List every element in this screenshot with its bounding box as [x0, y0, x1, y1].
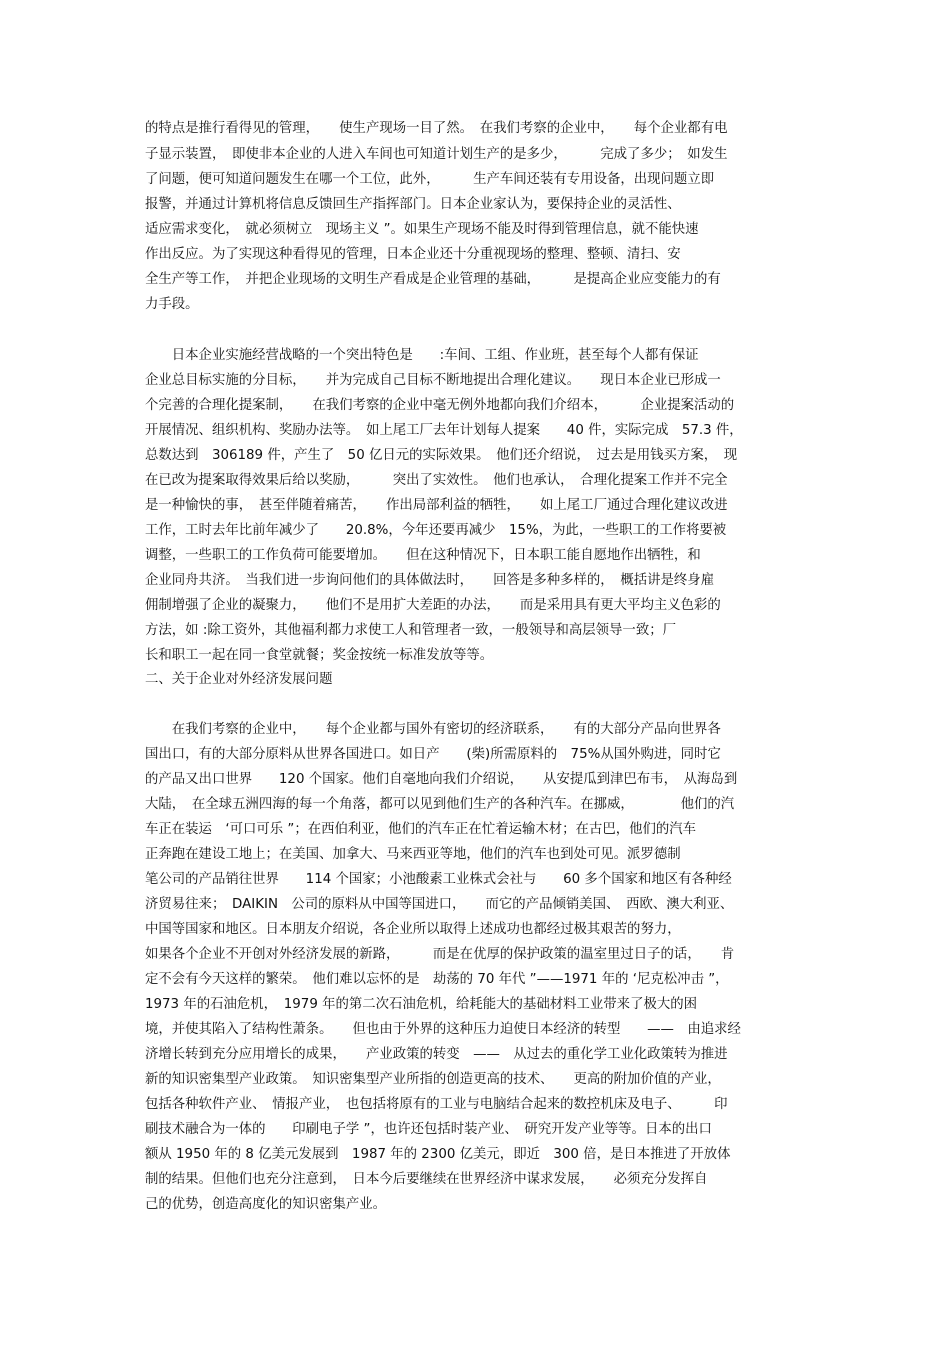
text-line: 佣制增强了企业的凝聚力， 他们不是用扩大差距的办法， 而是采用具有更大平均主义色彩的 — [145, 598, 721, 613]
text-line: 个完善的合理化提案制， 在我们考察的企业中毫无例外地都向我们介绍本， 企业提案活动的 — [145, 398, 735, 413]
text-line: 工作，工时去年比前年减少了 20.8%，今年还要再减少 15%，为此，一些职工的工作将要被 — [145, 523, 727, 538]
text-line: 力手段。 — [145, 297, 199, 312]
text-line: 定不会有今天这样的繁荣。 他们难以忘怀的是 劫荡的 70 年代 ”——1971 年的 ‘尼克松冲击 ”， — [145, 972, 729, 987]
text-line: 济增长转到充分应用增长的成果， 产业政策的转变 —— 从过去的重化学工业化政策转为推进 — [145, 1047, 728, 1062]
text-line: 的特点是推行看得见的管理， 使生产现场一目了然。 在我们考察的企业中， 每个企业都有电 — [145, 121, 728, 136]
text-line: 报警，并通过计算机将信息反馈回生产指挥部门。日本企业家认为，要保持企业的灵活性、 — [145, 197, 681, 212]
text-line: 1973 年的石油危机， 1979 年的第二次石油危机，给耗能大的基础材料工业带来了极大的困 — [145, 997, 698, 1012]
text-line: 中国等国家和地区。日本朋友介绍说，各企业所以取得上述成功也都经过极其艰苦的努力， — [145, 922, 681, 937]
text-line: 子显示装置， 即使非本企业的人进入车间也可知道计划生产的是多少， 完成了多少； 如发生 — [145, 147, 728, 162]
text-line: 正奔跑在建设工地上；在美国、加拿大、马来西亚等地，他们的汽车也到处可见。派罗德制 — [145, 847, 681, 862]
text-line: 制的结果。但他们也充分注意到， 日本今后要继续在世界经济中谋求发展， 必须充分发挥自 — [145, 1172, 708, 1187]
text-line: 企业同舟共济。 当我们进一步询问他们的具体做法时， 回答是多种多样的， 概括讲是终身雇 — [145, 573, 715, 588]
text-line: 总数达到 306189 件，产生了 50 亿日元的实际效果。 他们还介绍说， 过去是用钱买方案， 现 — [145, 448, 738, 463]
text-line: 方法，如 :除工资外，其他福利都力求使工人和管理者一致，一般领导和高层领导一致；厂 — [145, 623, 676, 638]
text-line: 企业总目标实施的分目标， 并为完成自己目标不断地提出合理化建议。 现日本企业已形成一 — [145, 373, 721, 388]
text-line: 己的优势，创造高度化的知识密集产业。 — [145, 1197, 387, 1212]
text-line: 在已改为提案取得效果后给以奖励， 突出了实效性。 他们也承认， 合理化提案工作并不完全 — [145, 473, 728, 488]
text-line: 是一种愉快的事， 甚至伴随着痛苦， 作出局部利益的牺牲， 如上尾工厂通过合理化建议改进 — [145, 498, 728, 513]
text-line: 额从 1950 年的 8 亿美元发展到 1987 年的 2300 亿美元，即近 300 倍，是日本推进了开放体 — [145, 1147, 731, 1162]
text-line: 新的知识密集型产业政策。 知识密集型产业所指的创造更高的技术、 更高的附加价值的产业， — [145, 1072, 721, 1087]
text-line: 包括各种软件产业、 情报产业， 也包括将原有的工业与电脑结合起来的数控机床及电子、 印 — [145, 1097, 728, 1112]
text-line: 济贸易往来； DAIKIN 公司的原料从中国等国进口， 而它的产品倾销美国、 西欧、澳大利亚、 — [145, 897, 734, 912]
text-line: 如果各个企业不开创对外经济发展的新路， 而是在优厚的保护政策的温室里过日子的话， 肯 — [145, 947, 735, 962]
text-line: 笔公司的产品销往世界 114 个国家；小池酸素工业株式会社与 60 多个国家和地区有各种经 — [145, 872, 732, 887]
section-heading: 二、关于企业对外经济发展问题 — [145, 672, 333, 687]
text-line: 全生产等工作， 并把企业现场的文明生产看成是企业管理的基础， 是提高企业应变能力的有 — [145, 272, 721, 287]
text-line: 开展情况、组织机构、奖励办法等。 如上尾工厂去年计划每人提案 40 件，实际完成 57.3 件， — [145, 423, 743, 438]
text-line: 在我们考察的企业中， 每个企业都与国外有密切的经济联系， 有的大部分产品向世界各 — [145, 722, 721, 737]
text-line: 刷技术融合为一体的 印刷电子学 ”，也许还包括时装产业、 研究开发产业等等。日本的出口 — [145, 1122, 712, 1137]
text-line: 的产品又出口世界 120 个国家。他们自毫地向我们介绍说， 从安提瓜到津巴布韦， 从海岛到 — [145, 772, 738, 787]
text-line: 适应需求变化， 就必须树立 现场主义 ”。如果生产现场不能及时得到管理信息，就不能快速 — [145, 222, 699, 237]
text-line: 长和职工一起在同一食堂就餐；奖金按统一标准发放等等。 — [145, 648, 494, 663]
text-line: 境，并使其陷入了结构性萧条。 但也由于外界的这种压力迫使日本经济的转型 —— 由追求经 — [145, 1022, 741, 1037]
text-line: 日本企业实施经营战略的一个突出特色是 :车间、工组、作业班，甚至每个人都有保证 — [145, 348, 699, 363]
text-line: 国出口，有的大部分原料从世界各国进口。如日产 (柴)所需原料的 75%从国外购进，同时它 — [145, 747, 721, 762]
text-line: 调整，一些职工的工作负荷可能要增加。 但在这种情况下，日本职工能自愿地作出牺牲，和 — [145, 548, 701, 563]
text-line: 作出反应。为了实现这种看得见的管理，日本企业还十分重视现场的整理、整顿、清扫、安 — [145, 247, 681, 262]
text-line: 了问题，便可知道问题发生在哪一个工位，此外， 生产车间还装有专用设备，出现问题立即 — [145, 172, 715, 187]
text-line: 大陆， 在全球五洲四海的每一个角落，都可以见到他们生产的各种汽车。在挪威， 他们的汽 — [145, 797, 735, 812]
text-line: 车正在装运 ‘可口可乐 ”；在西伯利亚，他们的汽车正在忙着运输木材；在古巴，他们的汽车 — [145, 822, 697, 837]
